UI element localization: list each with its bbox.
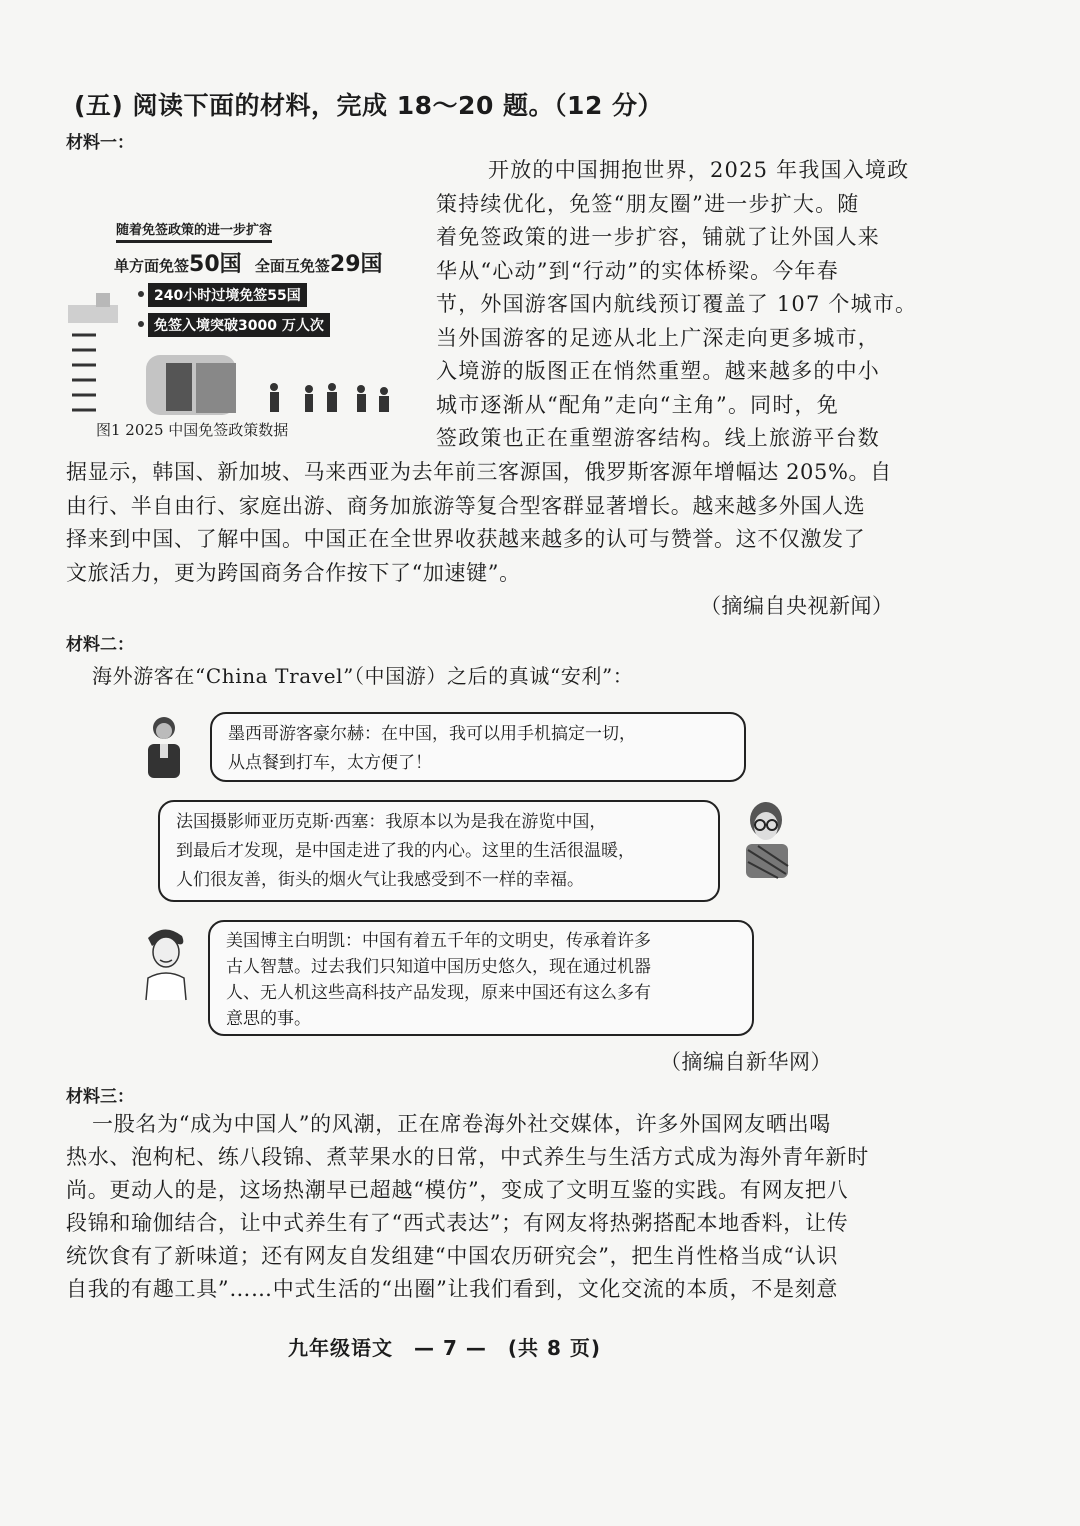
material3-text: 一股名为“成为中国人”的风潮，正在席卷海外社交媒体，许多外国网友晒出喝 热水、泡枸杞、练八段锦、煮苹果水的日常，中式养生与生活方式成为海外青年新时 尚。更动人的是，这场热潮早已超越“模仿”，变成了文明互鉴的实践。有网友把八 段锦和瑜伽结合，让中式养生有了“西式表达”；有网友将热粥搭配本地香料，让传 统饮食有了新味道；还有网友自发组建“中国农历研究会”，把生肖性格当成“认识 自我的有趣工具”……中式生活的“出圈”让我们看到，文化交流的本质，不是刻意 <box>66 1112 869 1301</box>
material2-source: （摘编自新华网） <box>660 1050 832 1074</box>
speech-bubble-french: 法国摄影师亚历克斯·西塞：我原本以为是我在游览中国， 到最后才发现，是中国走进了我的内心。这里的生活很温暖， 人们很友善，街头的烟火气让我感受到不一样的幸福。 <box>158 800 720 902</box>
transit-visa-pill: 240小时过境免签55国 <box>148 283 307 307</box>
material2-label: 材料二： <box>66 635 134 655</box>
figure-visa-counts: 单方面免签50国 全面互免签29国 <box>114 252 383 277</box>
speech-bubble-mexican: 墨西哥游客豪尔赫：在中国，我可以用手机搞定一切， 从点餐到打车，太方便了！ <box>210 712 746 782</box>
material1-source: （摘编自央视新闻） <box>700 594 894 618</box>
entries-pill: 免签入境突破3000 万人次 <box>148 313 330 337</box>
section-heading: (五) 阅读下面的材料，完成 18～20 题。（12 分） <box>74 91 664 120</box>
bullet-icon <box>138 321 144 327</box>
american-blogger-avatar <box>138 922 192 1002</box>
material1-label: 材料一： <box>66 133 134 153</box>
material1-full-text: 据显示，韩国、新加坡、马来西亚为去年前三客源国，俄罗斯客源年增幅达 205%。自 由行、半自由行、家庭出游、商务加旅游等复合型客群显著增长。越来越多外国人选 择来到中国、了解中国。中国正在全世界收获越来越多的认可与赞誉。这不仅激发了 文旅活力，更为跨国商务合作按下了“加速键”。 <box>66 460 892 585</box>
mexican-tourist-avatar <box>140 712 190 782</box>
bullet-icon <box>138 291 144 297</box>
material2-intro: 海外游客在“China Travel”（中国游）之后的真诚“安利”： <box>92 664 634 688</box>
figure-caption: 图1 2025 中国免签政策数据 <box>96 421 289 439</box>
figure-title: 随着免签政策的进一步扩容 <box>116 219 272 243</box>
material3-label: 材料三： <box>66 1087 134 1107</box>
material1-right-text: 开放的中国拥抱世界，2025 年我国入境政 策持续优化，免签“朋友圈”进一步扩大。随 着免签政策的进一步扩容，铺就了让外国人来 华从“心动”到“行动”的实体桥梁。今年春 节，外国游客国内航线预订覆盖了 107 个城市。 当外国游客的足迹从北上广深走向更多城市， 入境游的版图正在悄然重塑。越来越多的中小 城市逐渐从“配角”走向“主角”。同时，免 签政策也正在重塑游客结构。线上旅游平台数 <box>436 158 918 450</box>
speech-bubble-american: 美国博主白明凯：中国有着五千年的文明史，传承着许多 古人智慧。过去我们只知道中国历史悠久，现在通过机器 人、无人机这些高科技产品发现，原来中国还有这么多有 意思的事。 <box>208 920 754 1036</box>
french-photographer-avatar <box>738 800 798 882</box>
page-footer: 九年级语文 — 7 — (共 8 页) <box>288 1336 601 1360</box>
visa-policy-figure <box>66 205 406 445</box>
